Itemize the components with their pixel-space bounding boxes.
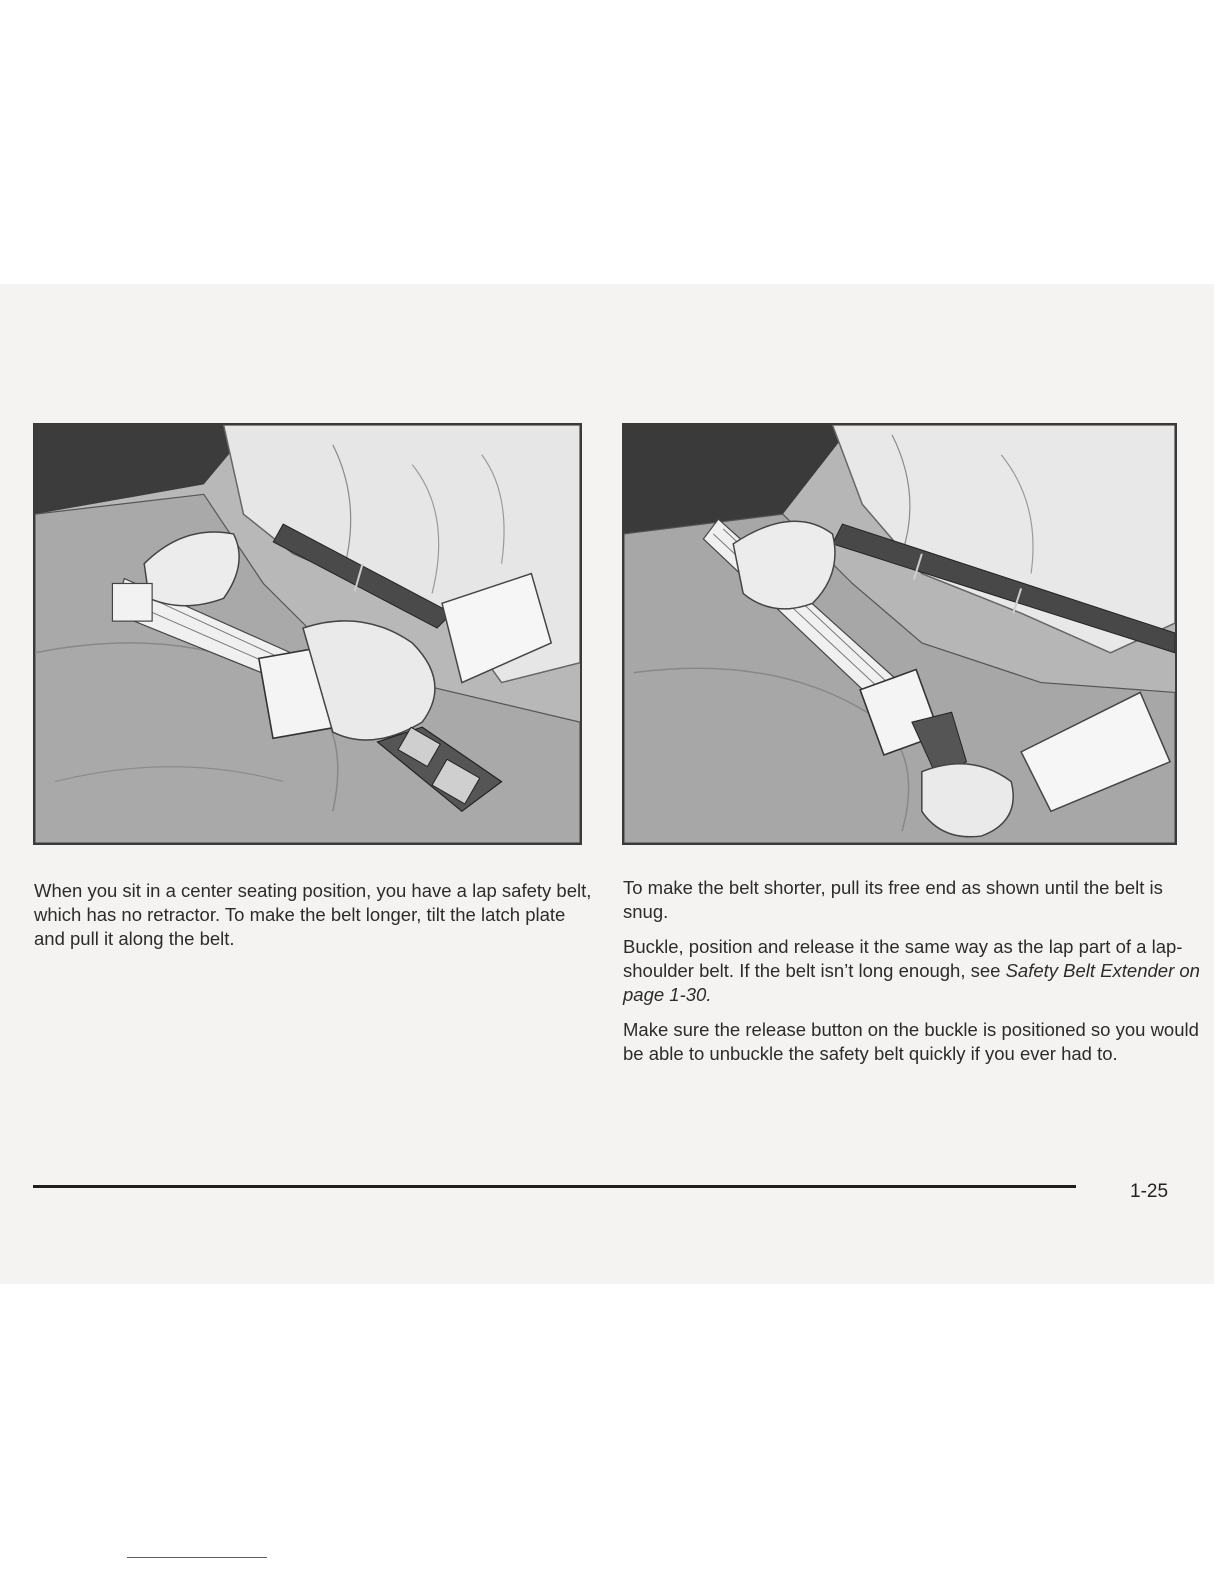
illustration-lengthen-drawing (35, 425, 580, 843)
illustration-shorten-lap-belt (622, 423, 1177, 845)
illustration-shorten-drawing (624, 425, 1175, 843)
right-text-column (623, 876, 1203, 1077)
paragraph-shorten-belt: To make the belt shorter, pull its free end as shown until the belt is snug. (623, 877, 1163, 922)
page-number: 1-25 (1130, 1181, 1169, 1202)
paragraph-release-button: Make sure the release button on the buckle is positioned so you would be able to unbuckle the safety belt quickly if you ever had to. (623, 1019, 1199, 1064)
footer-rule (33, 1185, 1076, 1188)
safety-belt-extender-link[interactable]: Safety Belt Extender on page 1-30. (623, 960, 1200, 1005)
hyperlink-underline[interactable] (127, 1557, 267, 1558)
left-text-column (34, 879, 594, 962)
illustration-lengthen-lap-belt (33, 423, 582, 845)
paragraph-center-seat-lap-belt: When you sit in a center seating position, you have a lap safety belt, which has no retractor. To make the belt longer, tilt the latch plate and pull it along the belt. (34, 880, 592, 949)
paragraph-buckle-position-release (623, 935, 1203, 1007)
paragraph-buckle-text: Buckle, position and release it the same way as the lap part of a lap-shoulder belt. If the belt isn’t long enough, see (623, 936, 1183, 981)
